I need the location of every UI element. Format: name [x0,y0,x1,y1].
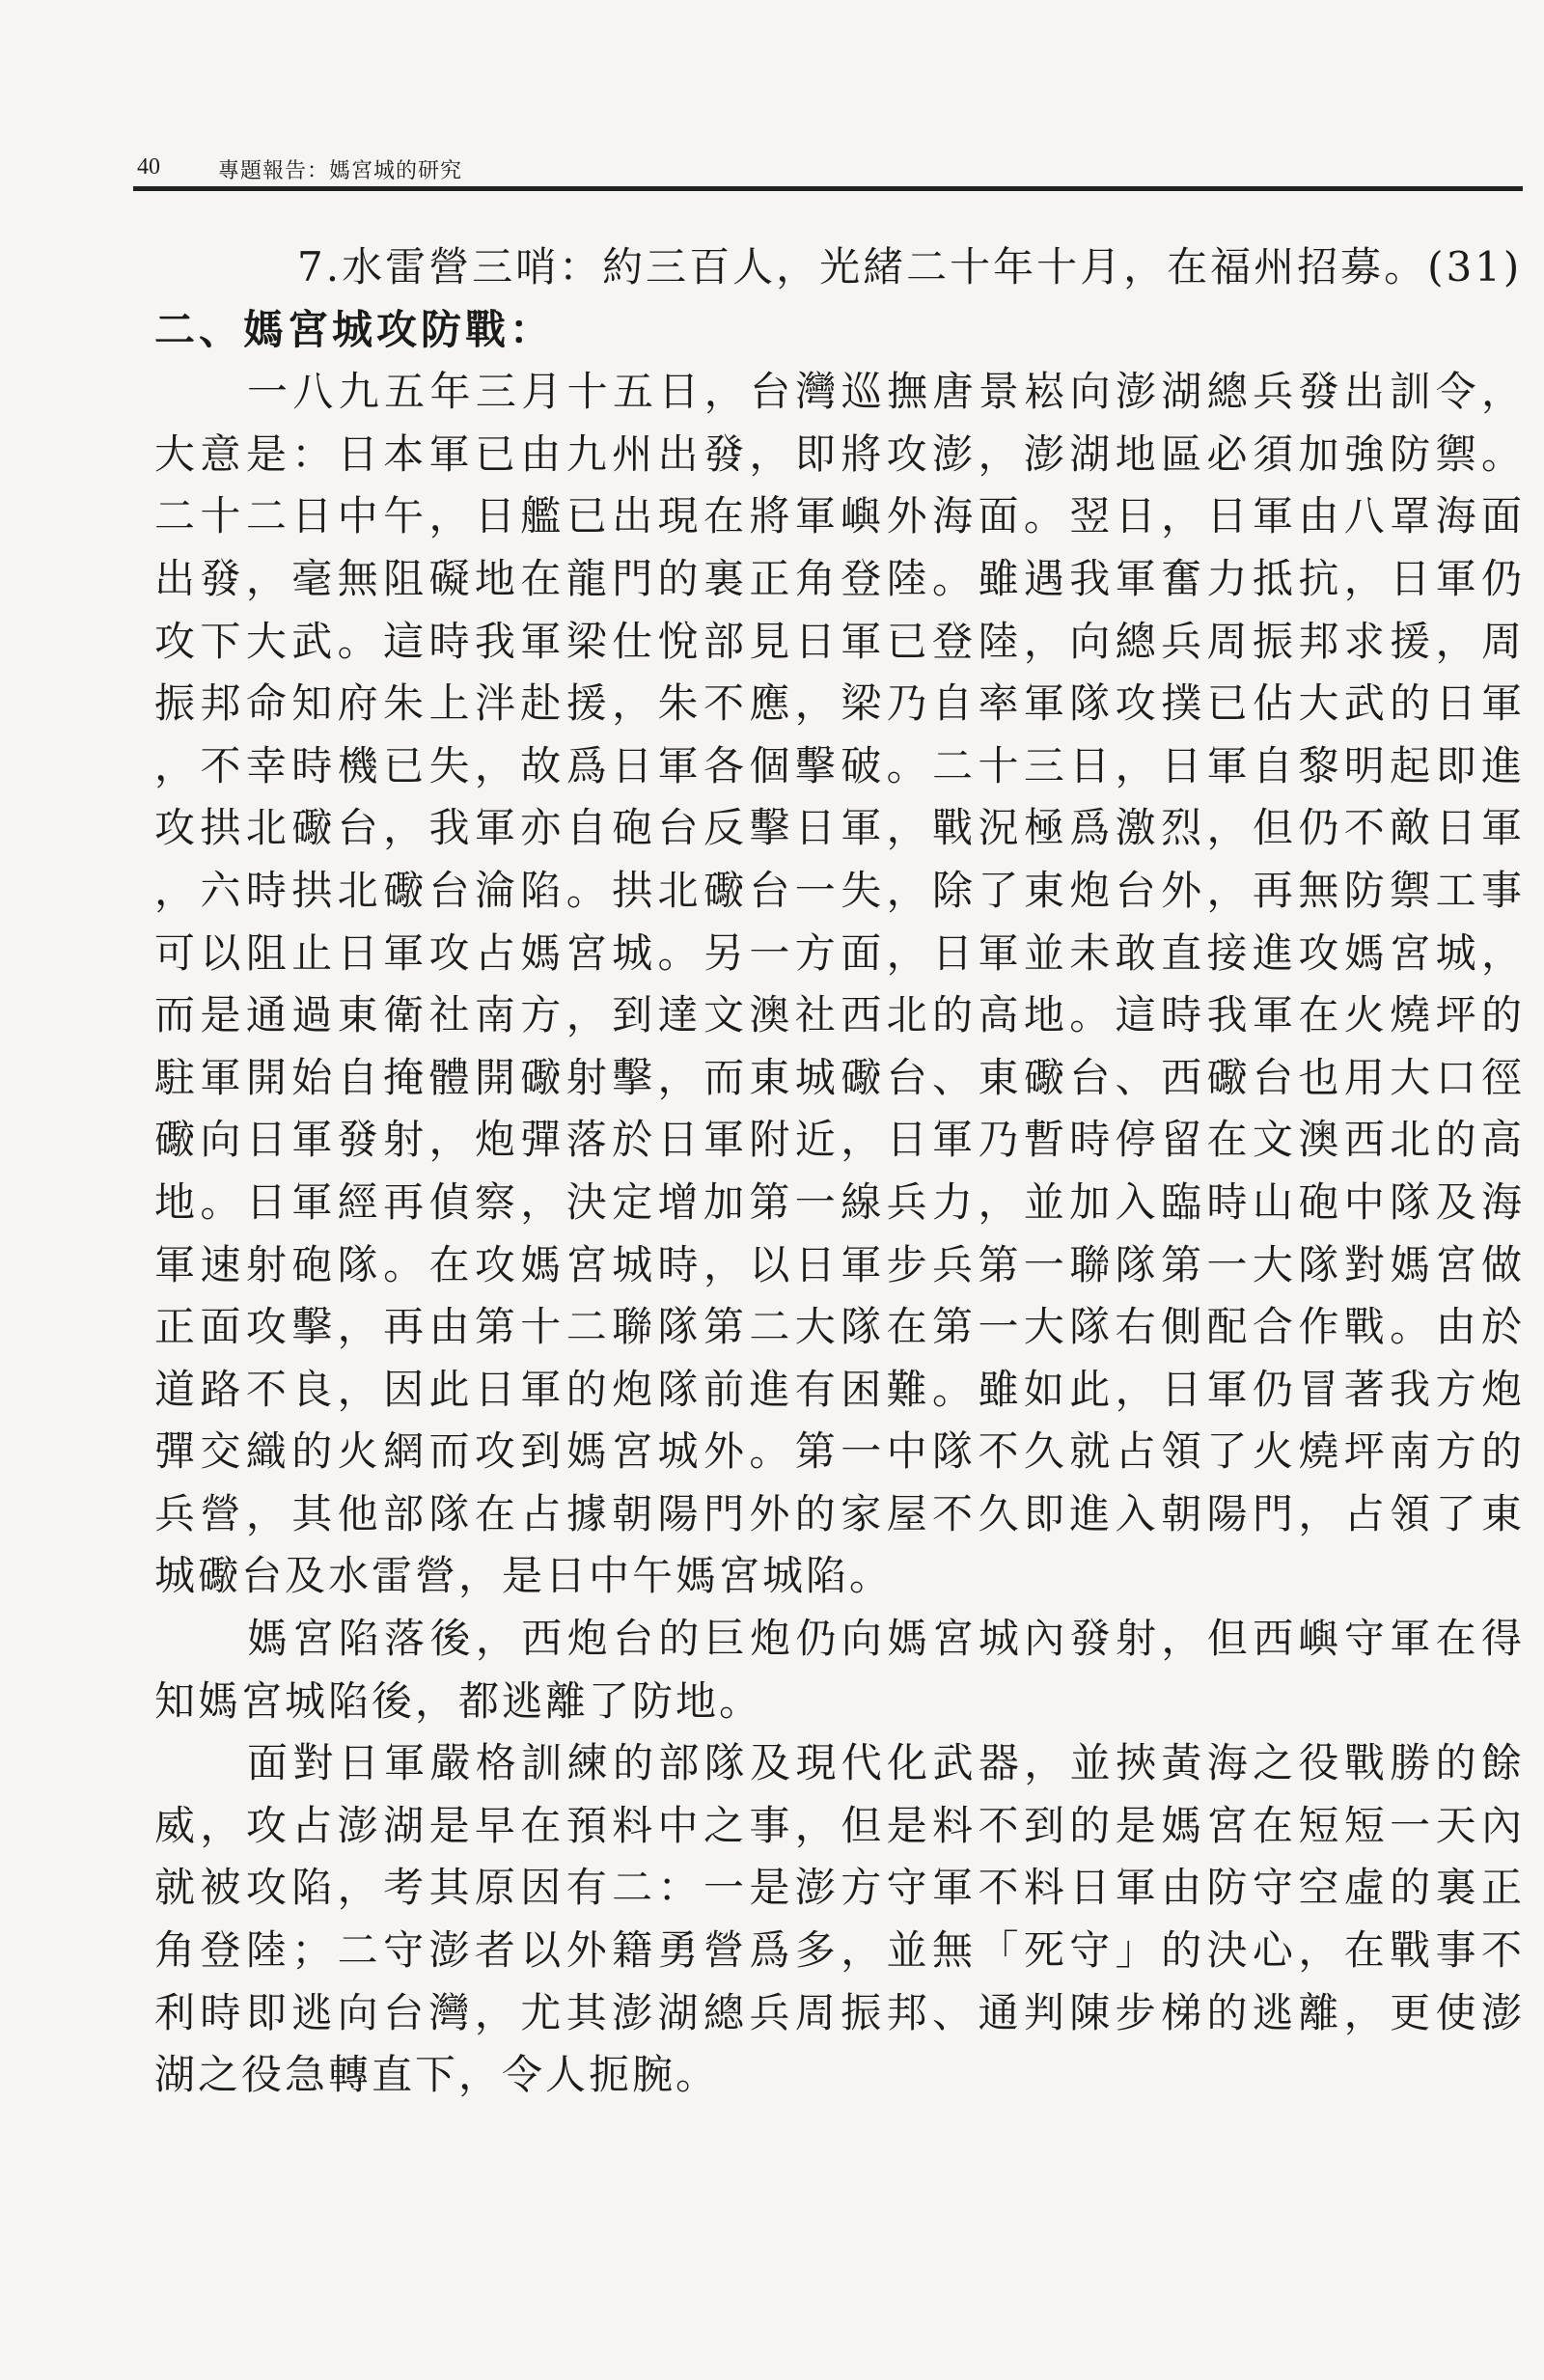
body-text [154,236,1525,2107]
paragraph-line: 可以阻止日軍攻占媽宮城。另一方面，日軍並未敢直接進攻媽宮城， [154,928,1525,977]
paragraph-line: 振邦命知府朱上泮赴援，朱不應，梁乃自率軍隊攻撲已佔大武的日軍 [154,679,1525,728]
paragraph-line: 兵營，其他部隊在占據朝陽門外的家屋不久即進入朝陽門，占領了東 [154,1489,1525,1537]
paragraph-line: ，不幸時機已失，故爲日軍各個擊破。二十三日，日軍自黎明起即進 [154,741,1525,789]
paragraph-line: 攻下大武。這時我軍梁仕悅部見日軍已登陸，向總兵周振邦求援，周 [154,617,1525,665]
paragraph-line: 一八九五年三月十五日，台灣巡撫唐景崧向澎湖總兵發出訓令， [247,368,1525,416]
paragraph-line: 駐軍開始自掩體開礮射擊，而東城礮台、東礮台、西礮台也用大口徑 [154,1053,1525,1101]
paragraph-line: 軍速射砲隊。在攻媽宮城時，以日軍步兵第一聯隊第一大隊對媽宮做 [154,1240,1525,1288]
running-title: 專題報告：媽宮城的研究 [218,159,463,183]
paragraph-line: 就被攻陷，考其原因有二：一是澎方守軍不料日軍由防守空虛的裏正 [154,1864,1525,1912]
paragraph-line: 角登陸；二守澎者以外籍勇營爲多，並無「死守」的決心，在戰事不 [154,1926,1525,1975]
paragraph-line: 正面攻擊，再由第十二聯隊第二大隊在第一大隊右側配合作戰。由於 [154,1303,1525,1351]
paragraph-line: 媽宮陷落後，西炮台的巨炮仍向媽宮城內發射，但西嶼守軍在得 [247,1615,1525,1663]
header-rule [133,186,1523,191]
paragraph-line: 湖之役急轉直下，令人扼腕。 [154,2051,720,2099]
paragraph-line: 威，攻占澎湖是早在預料中之事，但是料不到的是媽宮在短短一天內 [154,1801,1525,1849]
paragraph-line: 利時即逃向台灣，尤其澎湖總兵周振邦、通判陳步梯的逃離，更使澎 [154,1988,1525,2036]
paragraph-line: ，六時拱北礮台淪陷。拱北礮台一失，除了東炮台外，再無防禦工事 [154,866,1525,914]
page-header [133,152,1523,191]
paragraph-line: 彈交織的火網而攻到媽宮城外。第一中隊不久就占領了火燒坪南方的 [154,1427,1525,1476]
paragraph-line: 出發，毫無阻礙地在龍門的裏正角登陸。雖遇我軍奮力抵抗，日軍仍 [154,554,1525,602]
paragraph-line: 地。日軍經再偵察，決定增加第一線兵力，並加入臨時山砲中隊及海 [154,1177,1525,1226]
paragraph-line: 城礮台及水雷營，是日中午媽宮城陷。 [154,1552,894,1600]
paragraph-line: 二十二日中午，日艦已出現在將軍嶼外海面。翌日，日軍由八罩海面 [154,492,1525,540]
paragraph-line: 礮向日軍發射，炮彈落於日軍附近，日軍乃暫時停留在文澳西北的高 [154,1116,1525,1164]
paragraph-line: 知媽宮城陷後，都逃離了防地。 [154,1676,763,1725]
paragraph-line: 大意是：日本軍已由九州出發，即將攻澎，澎湖地區必須加強防禦。 [154,429,1525,478]
paragraph-line: 面對日軍嚴格訓練的部隊及現代化武器，並挾黃海之役戰勝的餘 [247,1739,1525,1787]
paragraph-line: 攻拱北礮台，我軍亦自砲台反擊日軍，戰況極爲激烈，但仍不敵日軍 [154,804,1525,852]
list-item-line: 7.水雷營三哨：約三百人，光緒二十年十月，在福州招募。(31) [297,243,1523,291]
paragraph-line: 而是通過東衛社南方，到達文澳社西北的高地。這時我軍在火燒坪的 [154,991,1525,1039]
section-heading: 二、媽宮城攻防戰： [154,305,555,353]
page-number: 40 [137,154,160,180]
paragraph-line: 道路不良，因此日軍的炮隊前進有困難。雖如此，日軍仍冒著我方炮 [154,1365,1525,1413]
